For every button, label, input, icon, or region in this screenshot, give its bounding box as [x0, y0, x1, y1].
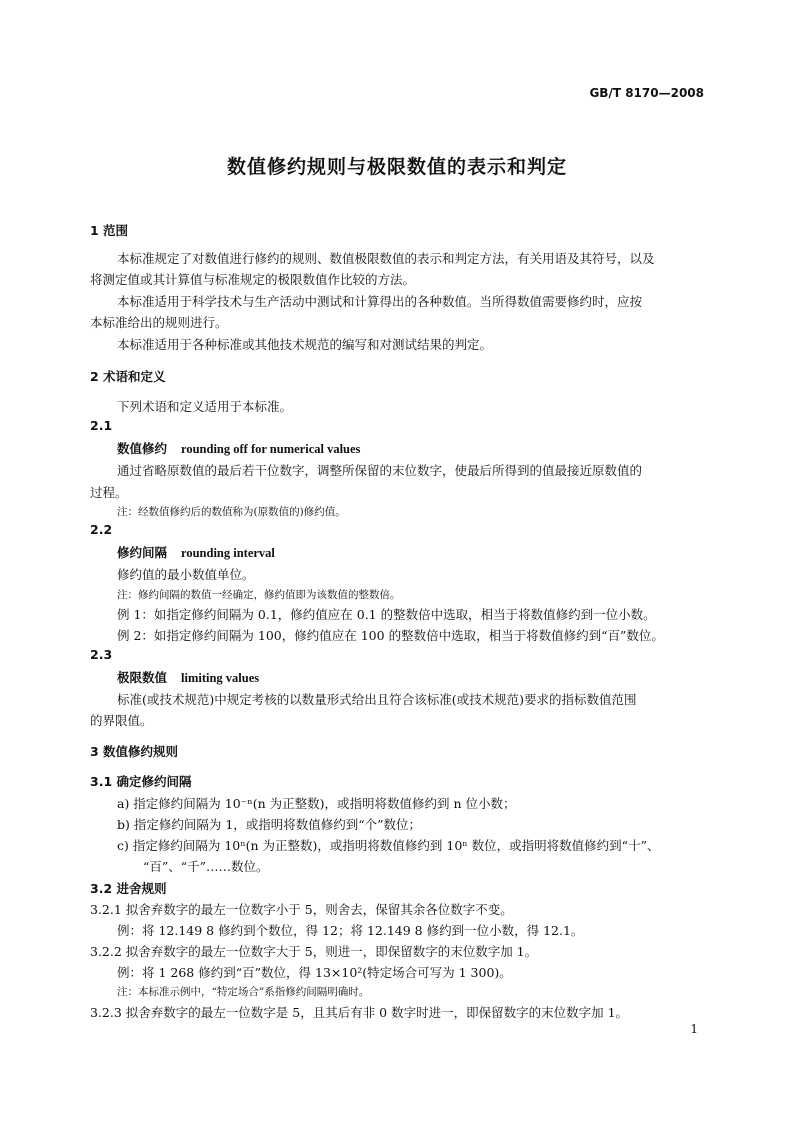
term-number: 2.3 — [90, 647, 113, 662]
standard-number: GB/T 8170—2008 — [589, 86, 704, 100]
example: 例 2：如指定修约间隔为 100，修约值应在 100 的整数倍中选取，相当于将数值修约到“百”数位。 — [117, 628, 664, 643]
document-title: 数值修约规则与极限数值的表示和判定 — [226, 156, 567, 178]
term-cn: 数值修约 — [117, 441, 168, 456]
term-number: 2.2 — [90, 522, 113, 537]
list-item: c) 指定修约间隔为 10ⁿ(n 为正整数)，或指明将数值修约到 10ⁿ 数位，或指明将数值修约到“十”、 — [117, 838, 660, 853]
list-item: a) 指定修约间隔为 10⁻ⁿ(n 为正整数)，或指明将数值修约到 n 位小数； — [117, 796, 516, 811]
section-1-heading: 1 范围 — [90, 223, 129, 238]
note: 注：本标准示例中，“特定场合”系指修约间隔明确时。 — [117, 986, 370, 998]
paragraph: 本标准规定了对数值进行修约的规则、数值极限数值的表示和判定方法，有关用语及其符号，以及 — [117, 251, 655, 266]
subsection-3-1-heading: 3.1 确定修约间隔 — [90, 774, 192, 789]
example: 例 1：如指定修约间隔为 0.1，修约值应在 0.1 的整数倍中选取，相当于将数值修约到一位小数。 — [117, 607, 656, 622]
term-en: rounding off for numerical values — [181, 442, 361, 456]
page-number: 1 — [690, 1022, 698, 1036]
term-title — [117, 439, 360, 457]
paragraph: 本标准适用于各种标准或其他技术规范的编写和对测试结果的判定。 — [117, 337, 493, 352]
note: 注：经数值修约后的数值称为(原数值的)修约值。 — [117, 506, 346, 518]
term-cn: 修约间隔 — [117, 545, 168, 560]
paragraph: 本标准给出的规则进行。 — [90, 315, 228, 330]
term-number: 2.1 — [90, 418, 113, 433]
paragraph: 将测定值或其计算值与标准规定的极限数值作比较的方法。 — [90, 272, 416, 287]
paragraph: 本标准适用于科学技术与生产活动中测试和计算得出的各种数值。当所得数值需要修约时，应按 — [117, 294, 643, 309]
rule: 3.2.3 拟舍弃数字的最左一位数字是 5，且其后有非 0 数字时进一，即保留数字的末位数字加 1。 — [90, 1005, 629, 1020]
paragraph: 标准(或技术规范)中规定考核的以数量形式给出且符合该标准(或技术规范)要求的指标数值范围 — [117, 692, 637, 707]
section-2-heading: 2 术语和定义 — [90, 369, 166, 384]
paragraph: 过程。 — [90, 485, 128, 500]
term-cn: 极限数值 — [117, 670, 168, 685]
term-en: rounding interval — [181, 546, 275, 560]
example: 例：将 12.149 8 修约到个数位，得 12；将 12.149 8 修约到一位小数，得 12.1。 — [117, 923, 584, 938]
list-item-continuation: “百”、“千”……数位。 — [143, 859, 269, 874]
term-title — [117, 668, 259, 686]
rule: 3.2.1 拟舍弃数字的最左一位数字小于 5，则舍去，保留其余各位数字不变。 — [90, 902, 513, 917]
term-en: limiting values — [181, 671, 260, 685]
note: 注：修约间隔的数值一经确定，修约值即为该数值的整数倍。 — [117, 589, 401, 601]
example: 例：将 1 268 修约到“百”数位，得 13×10²(特定场合可写为 1 300)。 — [117, 965, 512, 980]
paragraph: 的界限值。 — [90, 713, 153, 728]
rule: 3.2.2 拟舍弃数字的最左一位数字大于 5，则进一，即保留数字的末位数字加 1。 — [90, 944, 538, 959]
subsection-3-2-heading: 3.2 进舍规则 — [90, 881, 167, 896]
paragraph: 修约值的最小数值单位。 — [117, 567, 255, 582]
section-3-heading: 3 数值修约规则 — [90, 744, 179, 759]
paragraph: 通过省略原数值的最后若干位数字，调整所保留的末位数字，使最后所得到的值最接近原数值的 — [117, 463, 643, 478]
list-item: b) 指定修约间隔为 1，或指明将数值修约到“个”数位； — [117, 817, 422, 832]
paragraph: 下列术语和定义适用于本标准。 — [117, 399, 293, 414]
term-title — [117, 543, 275, 561]
